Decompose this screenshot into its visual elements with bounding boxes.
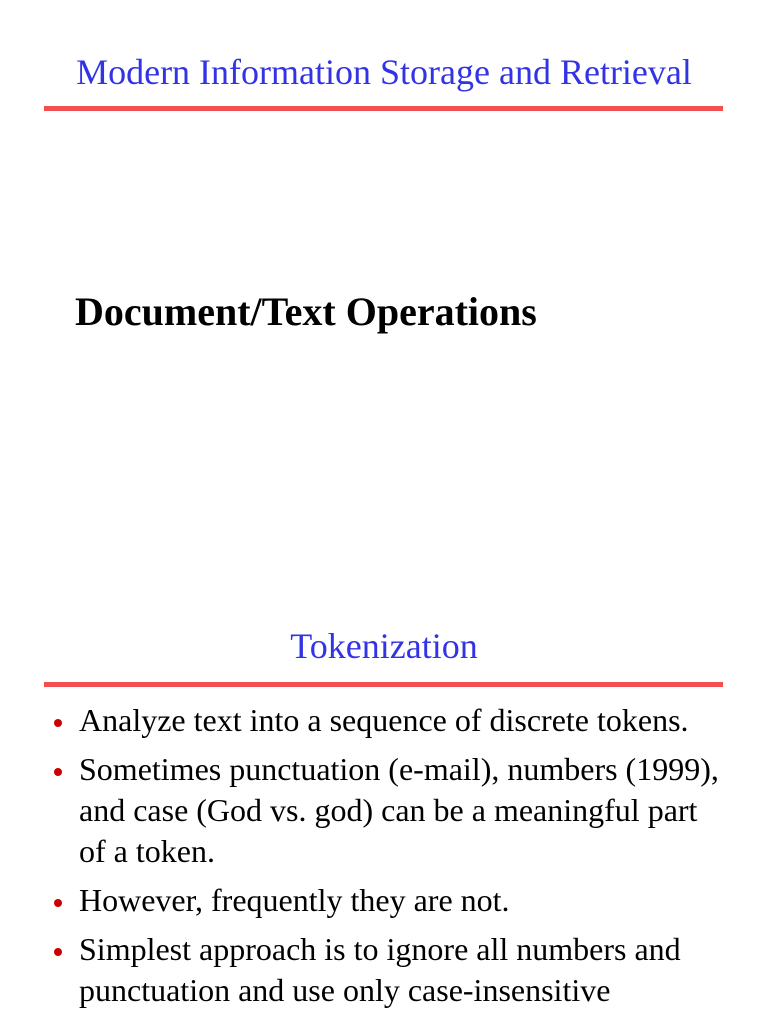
lecture-heading: Document/Text Operations: [75, 289, 537, 334]
bullet-item: [0, 749, 768, 872]
slide-title: Tokenization: [290, 626, 478, 666]
title-divider: [44, 682, 723, 687]
course-title: Modern Information Storage and Retrieval: [76, 52, 692, 92]
bullet-icon: [54, 719, 62, 727]
bullet-icon: [54, 768, 62, 776]
bullet-item: [0, 880, 768, 921]
bullet-item: [0, 700, 768, 741]
title-divider: [44, 106, 723, 111]
bullet-item: [0, 929, 768, 1011]
bullet-text: Simplest approach is to ignore all numbers and punctuation and use only case-insensitive: [79, 931, 681, 1008]
bullet-icon: [54, 899, 62, 907]
bullet-text: However, frequently they are not.: [79, 882, 510, 918]
bullet-text: Analyze text into a sequence of discrete tokens.: [79, 702, 689, 738]
bullet-list: [0, 700, 768, 1019]
bullet-text: Sometimes punctuation (e-mail), numbers (1999), and case (God vs. god) can be a meaningful part of a token.: [79, 751, 719, 869]
bullet-icon: [54, 948, 62, 956]
